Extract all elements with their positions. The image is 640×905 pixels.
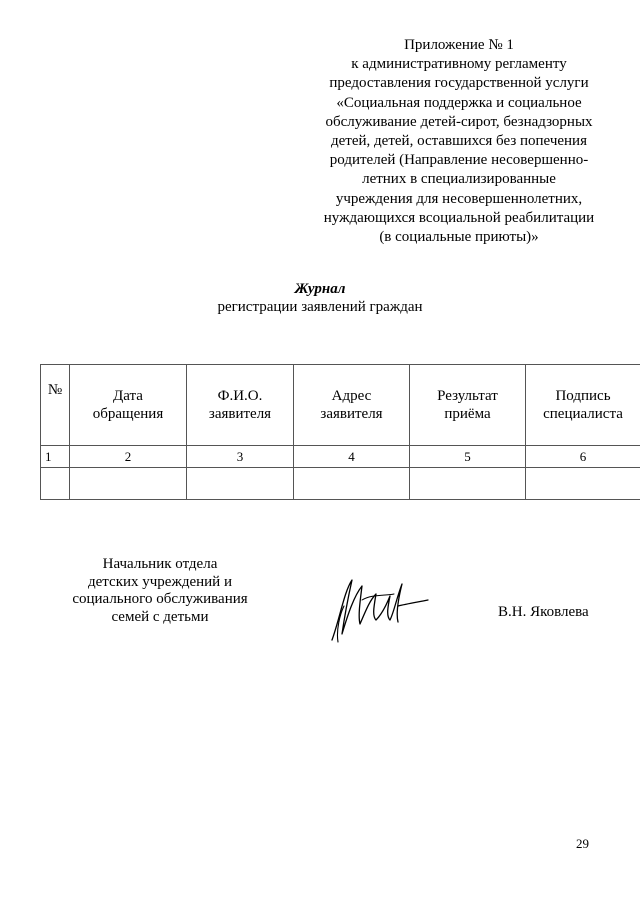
position-line: семей с детьми: [111, 608, 209, 625]
appendix-header: [300, 36, 618, 247]
appendix-line: детей, детей, оставшихся без попечения: [331, 133, 587, 150]
index-cell: 5: [410, 446, 526, 468]
empty-cell: [187, 468, 294, 500]
registration-table: [40, 364, 640, 500]
empty-cell: [526, 468, 640, 500]
header-address-line1: Адрес: [331, 388, 372, 404]
index-cell: 6: [526, 446, 640, 468]
appendix-line: «Социальная поддержка и социальное: [336, 94, 582, 111]
header-address: [294, 365, 410, 446]
table-empty-row: [41, 468, 640, 500]
index-cell: 1: [41, 446, 70, 468]
empty-cell: [41, 468, 70, 500]
page-number: 29: [576, 836, 589, 851]
header-signature: [526, 365, 640, 446]
appendix-line: предоставления государственной услуги: [329, 75, 589, 92]
header-fio-line1: Ф.И.О.: [217, 388, 263, 404]
header-signature-line1: Подпись: [555, 388, 611, 404]
table-header-row: [41, 365, 640, 446]
appendix-line: нуждающихся всоциальной реабилитации: [323, 209, 595, 226]
journal-subtitle: регистрации заявлений граждан: [217, 299, 423, 315]
header-signature-line2: специалиста: [543, 406, 623, 422]
appendix-line: (в социальные приюты)»: [379, 229, 539, 246]
signatory-position: [60, 556, 260, 626]
index-cell: 3: [187, 446, 294, 468]
journal-title: Журнал: [294, 281, 346, 297]
appendix-line: учреждения для несовершеннолетних,: [335, 190, 583, 207]
index-cell: 4: [294, 446, 410, 468]
table-index-row: [41, 446, 640, 468]
header-fio: [187, 365, 294, 446]
appendix-line: к административному регламенту: [351, 56, 567, 73]
appendix-line: обслуживание детей-сирот, безнадзорных: [325, 113, 593, 130]
header-address-line2: заявителя: [320, 406, 383, 422]
header-number-label: №: [47, 382, 63, 398]
appendix-line: родителей (Направление несовершенно-: [329, 152, 589, 169]
empty-cell: [410, 468, 526, 500]
appendix-line: Приложение № 1: [404, 37, 514, 53]
handwritten-signature: [318, 570, 430, 648]
position-line: детских учреждений и: [88, 573, 232, 590]
position-line: Начальник отдела: [102, 556, 218, 572]
header-number: [41, 365, 70, 446]
signer-name: В.Н. Яковлева: [498, 604, 589, 620]
empty-cell: [70, 468, 187, 500]
header-date-line1: Дата: [113, 388, 143, 404]
empty-cell: [294, 468, 410, 500]
position-line: социального обслуживания: [72, 591, 248, 607]
journal-heading: [0, 280, 640, 316]
index-cell: 2: [70, 446, 187, 468]
header-fio-line2: заявителя: [208, 406, 272, 422]
header-result: [410, 365, 526, 446]
header-date-line2: обращения: [92, 406, 164, 422]
header-result-line1: Результат: [437, 388, 498, 404]
header-date: [70, 365, 187, 446]
appendix-line: летних в специализированные: [362, 171, 556, 188]
header-result-line2: приёма: [444, 406, 491, 422]
